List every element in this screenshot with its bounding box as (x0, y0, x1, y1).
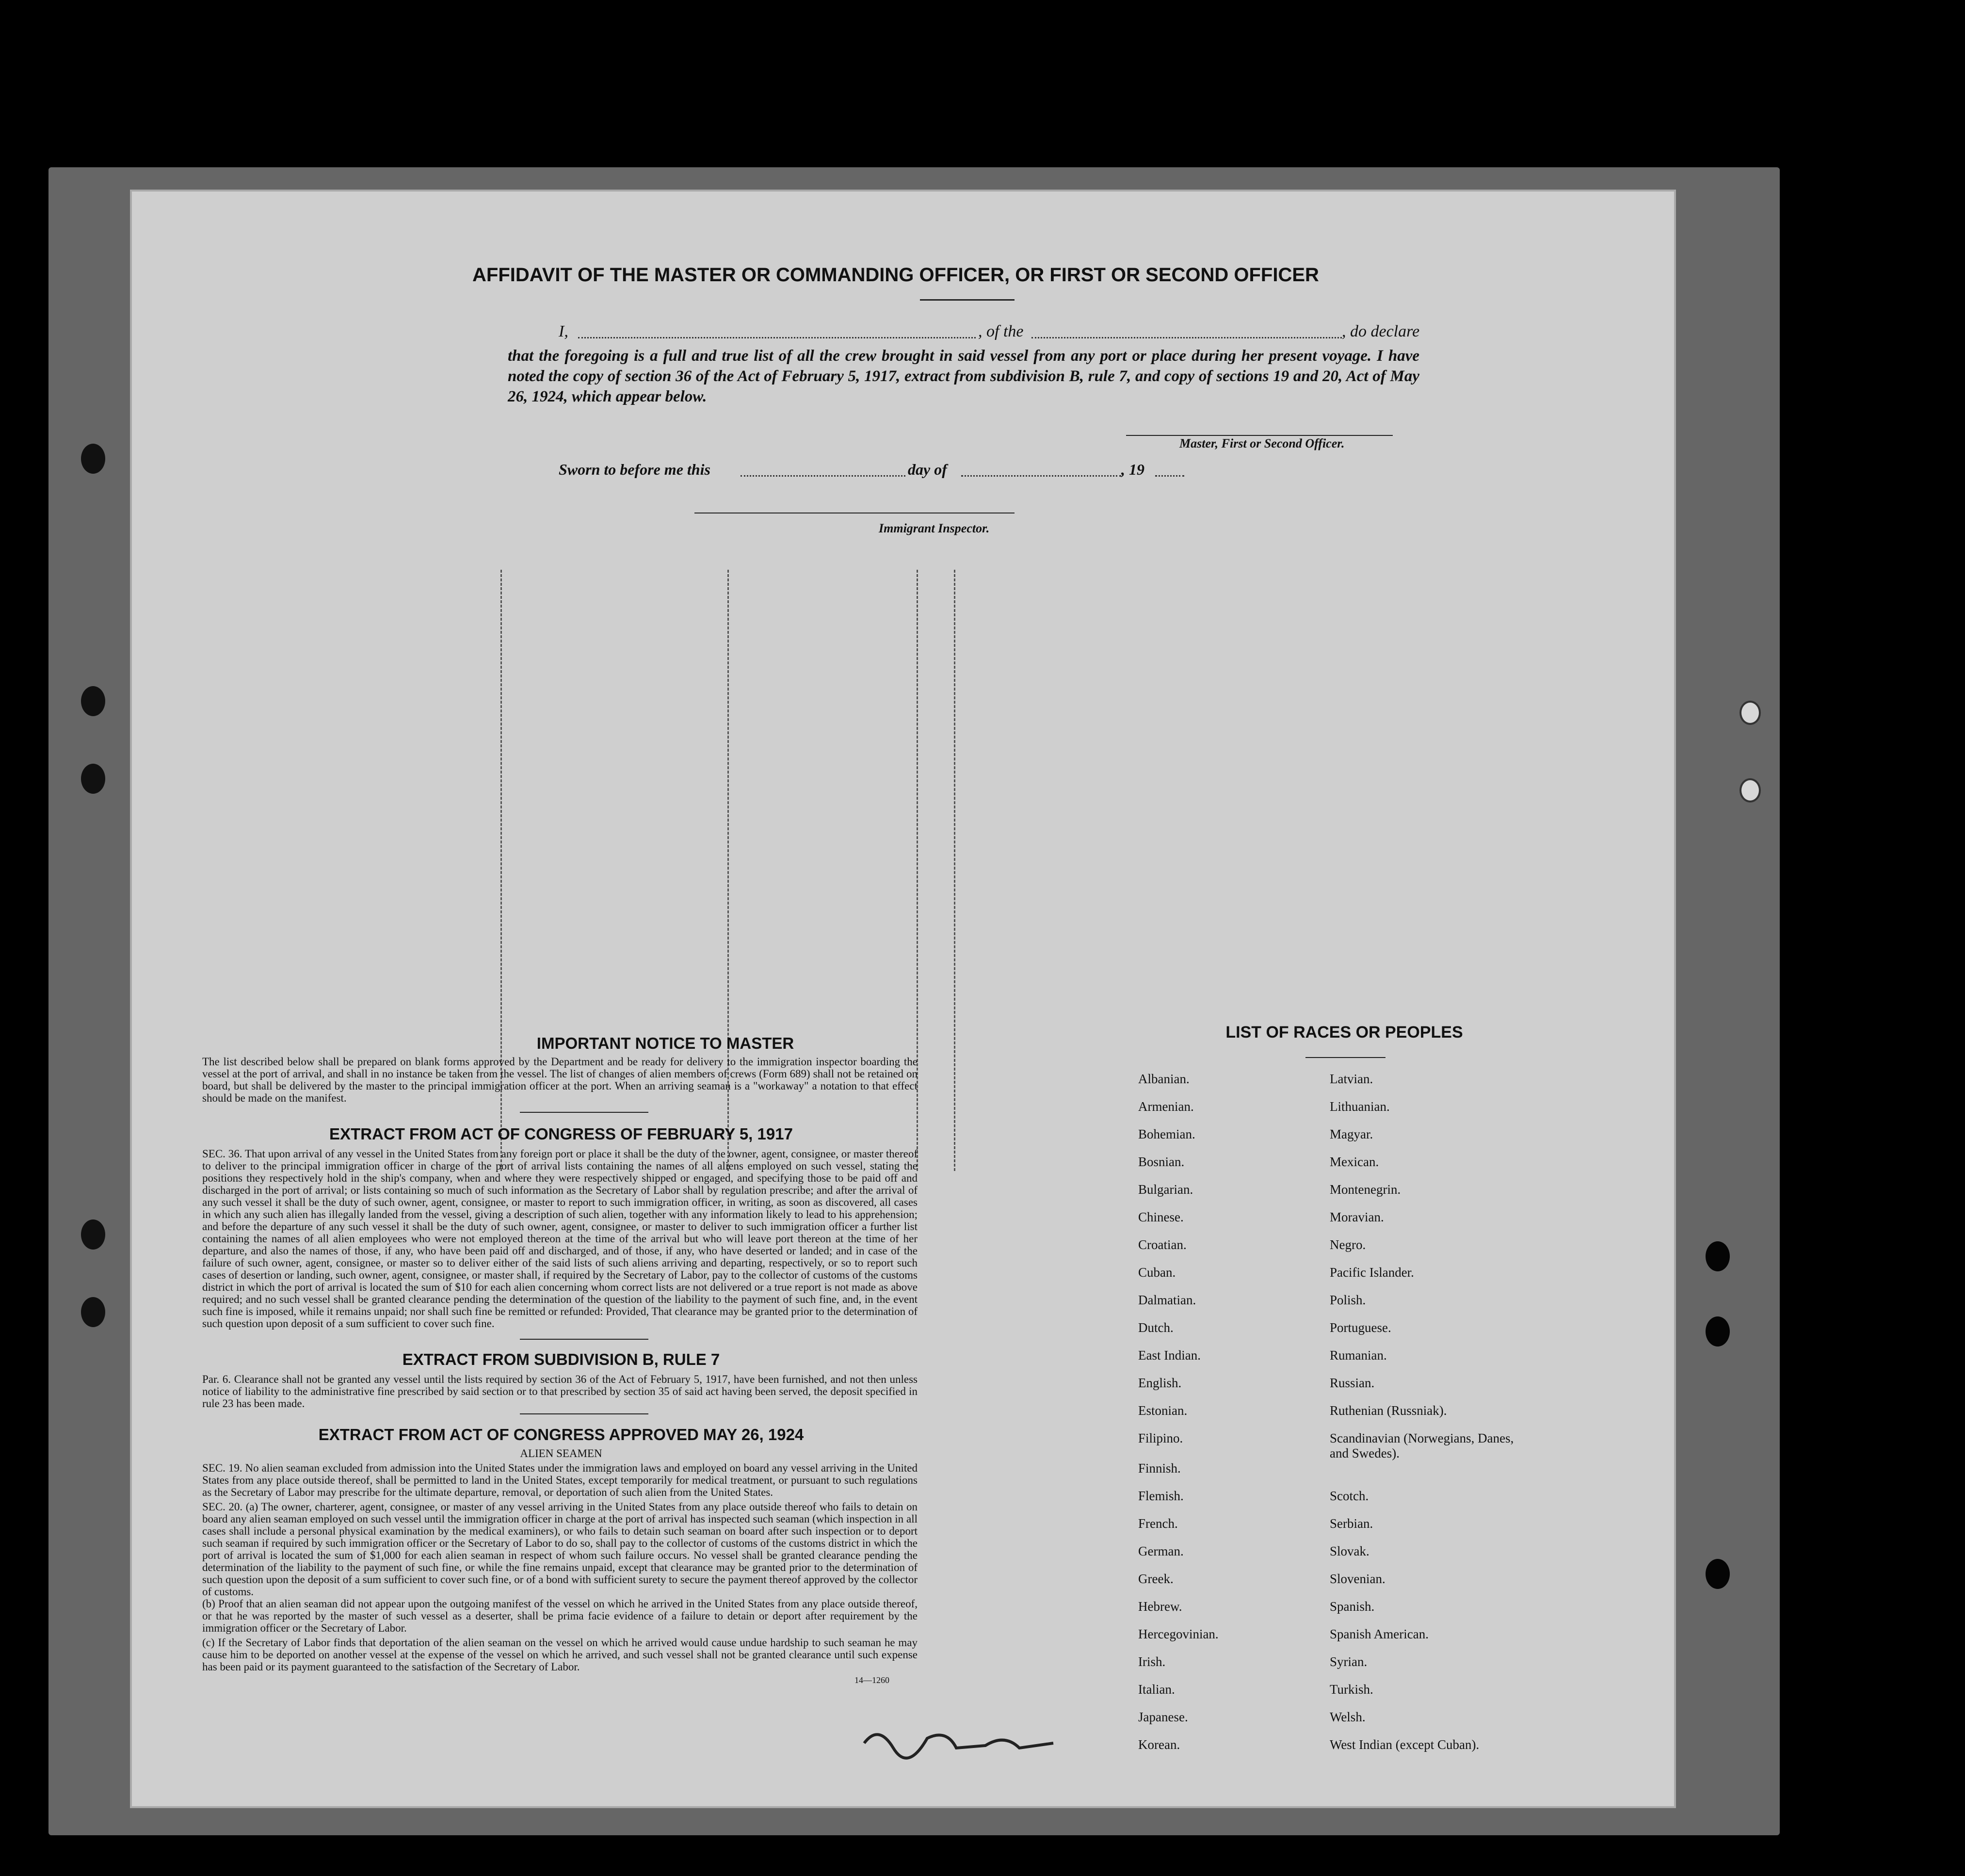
column-line (954, 570, 955, 1171)
race-row (1138, 1654, 1533, 1682)
extract-1924-subtitle: ALIEN SEAMEN (520, 1447, 602, 1459)
race-row (1138, 1461, 1533, 1489)
race-row (1138, 1127, 1533, 1154)
punch-hole (81, 1219, 105, 1250)
race-left: Japanese. (1138, 1710, 1188, 1724)
race-row (1138, 1237, 1533, 1265)
rule7-text: Par. 6. Clearance shall not be granted any vessel until the lists required by section 36 of the Act of February 5, 1917, have been furnished, and not then unless notice of liability to the administrative fine prescribed by said section or to that prescribed by section 35 of said act having been served, the deposit specified in rule 23 has been made. (202, 1373, 918, 1410)
race-row (1138, 1265, 1533, 1293)
month-line (961, 475, 1121, 477)
race-right: Ruthenian (Russniak). (1330, 1403, 1447, 1418)
day-of-text: day of (908, 461, 947, 478)
race-right: Magyar. (1330, 1127, 1373, 1141)
race-right: Syrian. (1330, 1654, 1368, 1669)
divider (520, 1112, 648, 1113)
form-number: 14—1260 (854, 1675, 889, 1685)
race-row (1138, 1489, 1533, 1516)
race-right: Moravian. (1330, 1210, 1384, 1224)
affidavit-do-declare: , do declare (1342, 322, 1420, 340)
extract-1924-sec20b: (b) Proof that an alien seaman did not appear upon the outgoing manifest of the vessel on which he arrived in the United States from any place outside thereof, or that he was reported by the master of such vessel as a deserter, shall be prima facie evidence of a failure to detain or deport after requirement by the immigration officer or the Secretary of Labor. (202, 1598, 918, 1634)
name-field-line (578, 337, 976, 338)
punch-hole (1740, 778, 1761, 802)
race-left: French. (1138, 1516, 1178, 1531)
divider (920, 299, 1015, 301)
race-left: Bosnian. (1138, 1154, 1185, 1169)
race-right: Latvian. (1330, 1072, 1373, 1086)
affidavit-title: AFFIDAVIT OF THE MASTER OR COMMANDING OFFICER, OR FIRST OR SECOND OFFICER (472, 264, 1319, 286)
race-right: Serbian. (1330, 1516, 1373, 1531)
race-left: Cuban. (1138, 1265, 1176, 1280)
races-title: LIST OF RACES OR PEOPLES (1225, 1023, 1463, 1042)
race-row (1138, 1182, 1533, 1210)
race-left: Dutch. (1138, 1320, 1174, 1335)
race-row (1138, 1099, 1533, 1127)
punch-hole (81, 444, 105, 474)
punch-hole (81, 686, 105, 716)
year-line (1155, 475, 1184, 477)
punch-hole (1706, 1316, 1730, 1347)
race-right: Spanish. (1330, 1599, 1375, 1614)
extract-1924-sec19: SEC. 19. No alien seaman excluded from admission into the United States under the immigration laws and employed on board any vessel arriving in the United States from any place outside thereof, shall be permitted to land in the United States, except temporarily for medical treatment, or pursuant to such regulations as the Secretary of Labor may prescribe for the ultimate departure, removal, or deportation of such alien from the United States. (202, 1462, 918, 1498)
extract-1924-sec20c: (c) If the Secretary of Labor finds that deportation of the alien seaman on the vessel on which he arrived would cause undue hardship to such seaman he may cause him to be deported on another vessel at the expense of the vessel on which he arrived, and such vessel shall not be granted clearance until such expense has been paid or its payment guaranteed to the satisfaction of the Secretary of Labor. (202, 1636, 918, 1673)
race-left: Hercegovinian. (1138, 1627, 1219, 1641)
race-right (1330, 1461, 1533, 1489)
race-right: Scotch. (1330, 1489, 1369, 1503)
race-left: German. (1138, 1544, 1184, 1558)
race-row (1138, 1348, 1533, 1376)
race-right: Welsh. (1330, 1710, 1366, 1724)
race-left: Korean. (1138, 1737, 1180, 1752)
handwritten-mark (859, 1714, 1063, 1767)
race-row (1138, 1599, 1533, 1627)
race-row (1138, 1376, 1533, 1403)
race-row (1138, 1210, 1533, 1237)
race-right: Turkish. (1330, 1682, 1373, 1697)
race-left: Finnish. (1138, 1461, 1181, 1475)
notice-text: The list described below shall be prepared on blank forms approved by the Department and be ready for delivery to the immigration inspector boarding the vessel at the port of arrival, and shall in no instance be taken from the vessel. The list of changes of alien members of crews (Form 689) shall not be retained on board, but shall be delivered by the master to the principal immigration officer at the port. When an arriving seaman is a "workaway" a notation to that effect should be made on the manifest. (202, 1056, 918, 1104)
notice-title: IMPORTANT NOTICE TO MASTER (536, 1034, 794, 1052)
race-left: Italian. (1138, 1682, 1175, 1697)
rule7-title: EXTRACT FROM SUBDIVISION B, RULE 7 (402, 1350, 720, 1368)
race-right: Slovenian. (1330, 1571, 1385, 1586)
race-left: Irish. (1138, 1654, 1166, 1669)
race-left: Greek. (1138, 1571, 1174, 1586)
extract-1917-text: SEC. 36. That upon arrival of any vessel in the United States from any foreign port or place it shall be the duty of the owner, agent, consignee, or master thereof to deliver to the principal immigration officer in charge of the port of arrival lists containing the names of all aliens employed on such vessel, stating the positions they respectively hold in the ship's company, when and where they were respectively shipped or engaged, and specifying those to be paid off and discharged in the port of arrival; or lists containing so much of such information as the Secretary of Labor shall by regulation prescribe; and after the arrival of any such vessel it shall be the duty of such owner, agent, consignee, or master to report to such immigration officer, in writing, as soon as discovered, all cases in which any such alien has illegally landed from the vessel, giving a description of such alien, together with any information likely to lead to his apprehension; and before the departure of any such vessel it shall be the duty of such owner, agent, consignee, or master to deliver to such immigration officer a further list containing the names of all alien employees who were not employed thereon at the time of the arrival but who will leave port thereon at the time of her departure, and also the names of those, if any, who have been paid off and discharged, and of those, if any, who have deserted or landed; and in case of the failure of such owner, agent, consignee, or master so to deliver either of the said lists of such aliens arriving and departing, respectively, or so to report such cases of desertion or landing, such owner, agent, consignee, or master shall, if required by the Secretary of Labor, pay to the collector of customs of the customs district in which the port of arrival is located the sum of $10 for each alien concerning whom correct lists are not delivered or a true report is not made as above required; and no such vessel shall be granted clearance pending the determination of the question of the liability to the payment of such fine, and, in the event such fine is imposed, while it remains unpaid; nor shall such fine be remitted or refunded: Provided, That clearance may be granted prior to the determination of such question upon deposit of a sum sufficient to cover such fine. (202, 1148, 918, 1330)
race-row (1138, 1516, 1533, 1544)
inspector-label: Immigrant Inspector. (879, 521, 990, 535)
race-row (1138, 1403, 1533, 1431)
race-right: Negro. (1330, 1237, 1366, 1252)
sworn-date-line (741, 475, 905, 477)
race-left: Estonian. (1138, 1403, 1188, 1418)
race-left: English. (1138, 1376, 1182, 1390)
divider (520, 1339, 648, 1340)
divider (1305, 1057, 1385, 1058)
race-left: Armenian. (1138, 1099, 1194, 1114)
race-left: Bulgarian. (1138, 1182, 1193, 1197)
punch-hole (81, 764, 105, 794)
race-row (1138, 1072, 1533, 1099)
race-row (1138, 1293, 1533, 1320)
race-row (1138, 1737, 1533, 1765)
race-left: Albanian. (1138, 1072, 1190, 1086)
race-right: Spanish American. (1330, 1627, 1429, 1641)
vessel-field-line (1031, 337, 1342, 338)
race-row (1138, 1544, 1533, 1571)
affidavit-of-the: , of the (978, 322, 1024, 340)
race-row (1138, 1431, 1533, 1461)
race-left: Hebrew. (1138, 1599, 1182, 1614)
race-right: Lithuanian. (1330, 1099, 1390, 1114)
race-right: Scandinavian (Norwegians, Danes, and Swedes). (1330, 1431, 1514, 1460)
race-row (1138, 1682, 1533, 1710)
sworn-text: Sworn to before me this (559, 461, 710, 478)
divider (520, 1413, 648, 1414)
affidavit-i: I, (559, 322, 568, 340)
race-right: Pacific Islander. (1330, 1265, 1414, 1280)
race-row (1138, 1571, 1533, 1599)
punch-hole (1706, 1559, 1730, 1589)
race-right: Russian. (1330, 1376, 1375, 1390)
race-left: Croatian. (1138, 1237, 1187, 1252)
race-right: West Indian (except Cuban). (1330, 1737, 1480, 1752)
year-text: , 19 (1121, 461, 1144, 478)
document-sheet (132, 192, 1674, 1806)
race-left: Filipino. (1138, 1431, 1183, 1445)
race-left: Flemish. (1138, 1489, 1184, 1503)
extract-1924-sec20a: SEC. 20. (a) The owner, charterer, agent, consignee, or master of any vessel arriving in the United States from any place outside thereof who fails to detain on board any alien seaman employed on such vessel until the immigration officer in charge at the port of arrival has inspected such seaman (which inspection in all cases shall include a personal physical examination by the medical examiners), or who fails to detain such seaman on board after such inspection or to deport such seaman if required by such immigration officer or the Secretary of Labor to do so, shall pay to the collector of customs of the customs district in which the port of arrival is located the sum of $1,000 for each alien seaman in respect of whom such failure occurs. No vessel shall be granted clearance pending the determination of the liability to the payment of such fine, or while the fine remains unpaid, except that clearance may be granted prior to the determination of such question upon the deposit of a sum sufficient to cover such fine, or of a bond with sufficient surety to secure the payment thereof approved by the collector of customs. (202, 1501, 918, 1598)
race-right: Montenegrin. (1330, 1182, 1401, 1197)
race-right: Rumanian. (1330, 1348, 1387, 1363)
race-right: Mexican. (1330, 1154, 1379, 1169)
race-left: Bohemian. (1138, 1127, 1195, 1141)
races-table (1138, 1072, 1533, 1765)
extract-1924-title: EXTRACT FROM ACT OF CONGRESS APPROVED MAY 26, 1924 (318, 1426, 804, 1443)
race-left: Chinese. (1138, 1210, 1184, 1224)
race-left: East Indian. (1138, 1348, 1201, 1363)
affidavit-body: that the foregoing is a full and true list of all the crew brought in said vessel from any port or place during her present voyage. I have noted the copy of section 36 of the Act of February 5, 1917, extract from subdivision B, rule 7, and copy of sections 19 and 20, Act of May 26, 1924, which appear below. (508, 347, 1419, 405)
race-left: Dalmatian. (1138, 1293, 1196, 1307)
race-row (1138, 1320, 1533, 1348)
punch-hole (1740, 701, 1761, 725)
signature-label: Master, First or Second Officer. (1179, 436, 1345, 450)
race-right: Portuguese. (1330, 1320, 1391, 1335)
punch-hole (81, 1297, 105, 1327)
race-right: Slovak. (1330, 1544, 1369, 1558)
race-row (1138, 1627, 1533, 1654)
race-row (1138, 1154, 1533, 1182)
signature-line (1126, 435, 1393, 436)
punch-hole (1706, 1241, 1730, 1271)
race-right: Polish. (1330, 1293, 1366, 1307)
extract-1917-title: EXTRACT FROM ACT OF CONGRESS OF FEBRUARY 5, 1917 (329, 1125, 793, 1143)
race-row (1138, 1710, 1533, 1737)
